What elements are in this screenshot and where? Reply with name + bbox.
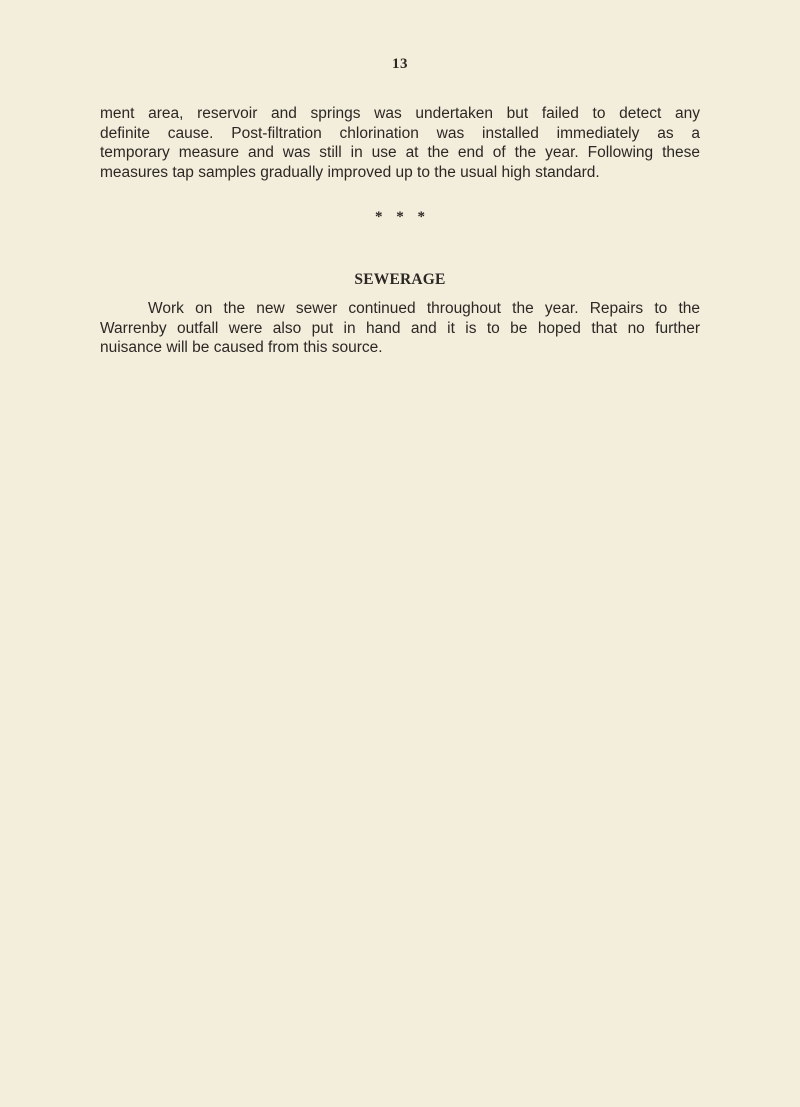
body-paragraph-water [100, 104, 700, 182]
paragraph-line: measures tap samples gradually improved up to the usual high standard. [100, 163, 600, 181]
paragraph-line: temporary measure and was still in use at the end of the year. Following these [100, 144, 700, 161]
page-number: 13 [392, 56, 408, 72]
body-paragraph-sewerage [100, 299, 700, 358]
section-heading: SEWERAGE [354, 271, 446, 288]
paragraph-line: Warrenby outfall were also put in hand and it is to be hoped that no further [100, 319, 700, 337]
paragraph-line: nuisance will be caused from this source. [100, 339, 383, 356]
section-separator: * * * [375, 209, 425, 225]
paragraph-line: ment area, reservoir and springs was undertaken but failed to detect any [100, 105, 700, 122]
paragraph-line: Work on the new sewer continued throughout the year. Repairs to the [148, 300, 700, 317]
paragraph-line: definite cause. Post-filtration chlorination was installed immediately as a [100, 124, 700, 142]
